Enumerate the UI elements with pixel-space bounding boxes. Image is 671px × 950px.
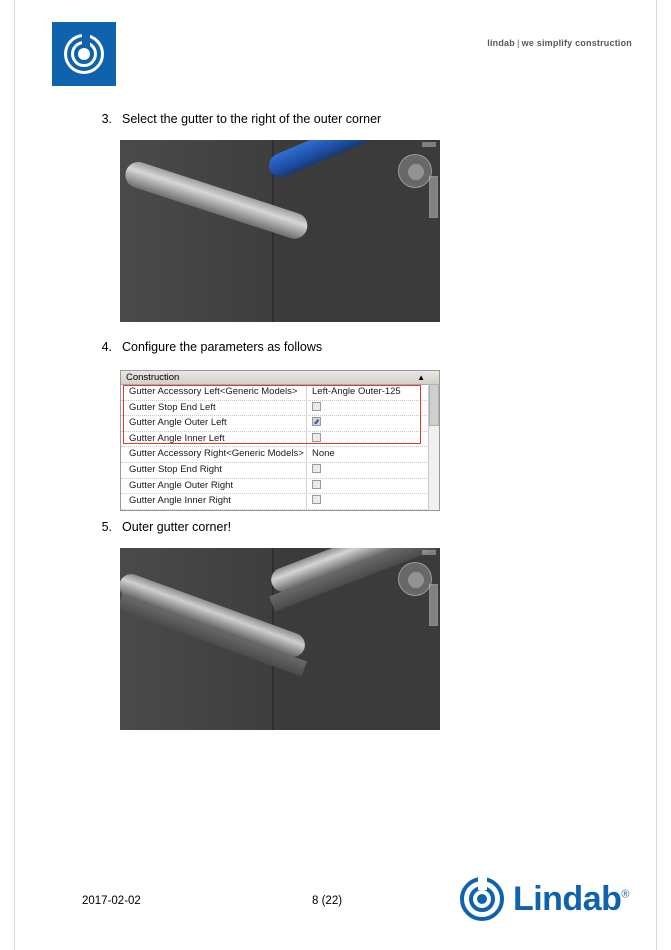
property-name: Gutter Stop End Left bbox=[121, 401, 307, 416]
screenshot-gutter-selection bbox=[120, 140, 440, 322]
step-4-number: 4. bbox=[101, 340, 112, 354]
footer-date: 2017-02-02 bbox=[82, 895, 141, 907]
step-4-text: Configure the parameters as follows bbox=[122, 340, 323, 354]
step-5-text: Outer gutter corner! bbox=[122, 520, 232, 534]
property-value[interactable]: None bbox=[312, 448, 335, 460]
viewport-scrollbar[interactable] bbox=[429, 176, 438, 218]
property-name: Gutter Angle Inner Right bbox=[121, 494, 307, 509]
checkbox-checked-icon[interactable] bbox=[312, 417, 321, 426]
property-name: Gutter Stop End Right bbox=[121, 463, 307, 478]
viewport2-scrollbar[interactable] bbox=[429, 584, 438, 626]
property-name: Gutter Accessory Left<Generic Models> bbox=[121, 385, 307, 400]
property-name: Gutter Accessory Right<Generic Models> bbox=[121, 447, 307, 462]
property-name: Gutter Angle Outer Right bbox=[121, 479, 307, 494]
property-row[interactable] bbox=[121, 447, 439, 463]
properties-group-title: Construction bbox=[126, 372, 180, 383]
checkbox-unchecked-icon[interactable] bbox=[312, 495, 321, 504]
page-rule-right bbox=[656, 0, 657, 950]
viewport-corner-mark bbox=[422, 142, 436, 147]
checkbox-unchecked-icon[interactable] bbox=[312, 464, 321, 473]
header-tagline bbox=[487, 38, 632, 48]
page-rule-left bbox=[14, 0, 15, 950]
footer-logo-wordmark bbox=[513, 880, 629, 919]
properties-scrollbar[interactable] bbox=[428, 384, 439, 510]
property-row[interactable] bbox=[121, 416, 439, 432]
property-row[interactable] bbox=[121, 463, 439, 479]
property-value[interactable]: Left-Angle Outer-125 bbox=[312, 386, 401, 397]
checkbox-unchecked-icon[interactable] bbox=[312, 402, 321, 411]
header-tagline-text: we simplify construction bbox=[521, 38, 632, 48]
property-row[interactable] bbox=[121, 432, 439, 448]
properties-panel bbox=[120, 370, 440, 511]
property-value[interactable] bbox=[307, 479, 439, 494]
step-5-number: 5. bbox=[101, 520, 112, 534]
footer-logo bbox=[459, 875, 629, 923]
properties-rows bbox=[121, 385, 439, 510]
property-value[interactable] bbox=[307, 494, 439, 509]
view-navigation-wheel-icon[interactable] bbox=[398, 154, 432, 188]
checkbox-unchecked-icon[interactable] bbox=[312, 480, 321, 489]
chevron-up-icon[interactable]: ▲ bbox=[417, 373, 425, 382]
property-value[interactable] bbox=[307, 416, 439, 431]
properties-group-header[interactable] bbox=[121, 371, 439, 385]
viewport2-corner-mark bbox=[422, 550, 436, 555]
view-navigation-wheel-icon-2[interactable] bbox=[398, 562, 432, 596]
property-row[interactable] bbox=[121, 401, 439, 417]
header-brand: lindab bbox=[487, 38, 515, 48]
step-3-text: Select the gutter to the right of the outer corner bbox=[122, 112, 382, 126]
property-row[interactable] bbox=[121, 479, 439, 495]
property-name: Gutter Angle Inner Left bbox=[121, 432, 307, 447]
step-3-number: 3. bbox=[101, 112, 112, 126]
property-value[interactable] bbox=[307, 463, 439, 478]
property-value[interactable] bbox=[307, 401, 439, 416]
footer-logo-registered: ® bbox=[621, 888, 629, 901]
property-row[interactable] bbox=[121, 385, 439, 401]
checkbox-unchecked-icon[interactable] bbox=[312, 433, 321, 442]
header-separator: | bbox=[516, 38, 520, 48]
lindab-logo-mark-icon bbox=[52, 22, 116, 86]
property-row[interactable] bbox=[121, 494, 439, 510]
footer-logo-text: Lindab bbox=[512, 879, 622, 918]
screenshot-finished-corner bbox=[120, 548, 440, 730]
property-name: Gutter Angle Outer Left bbox=[121, 416, 307, 431]
properties-scrollbar-thumb[interactable] bbox=[429, 384, 439, 426]
property-value[interactable] bbox=[307, 432, 439, 447]
footer-page-number: 8 (22) bbox=[312, 895, 343, 907]
lindab-footer-logo-icon bbox=[459, 876, 505, 922]
page-header bbox=[52, 22, 632, 88]
